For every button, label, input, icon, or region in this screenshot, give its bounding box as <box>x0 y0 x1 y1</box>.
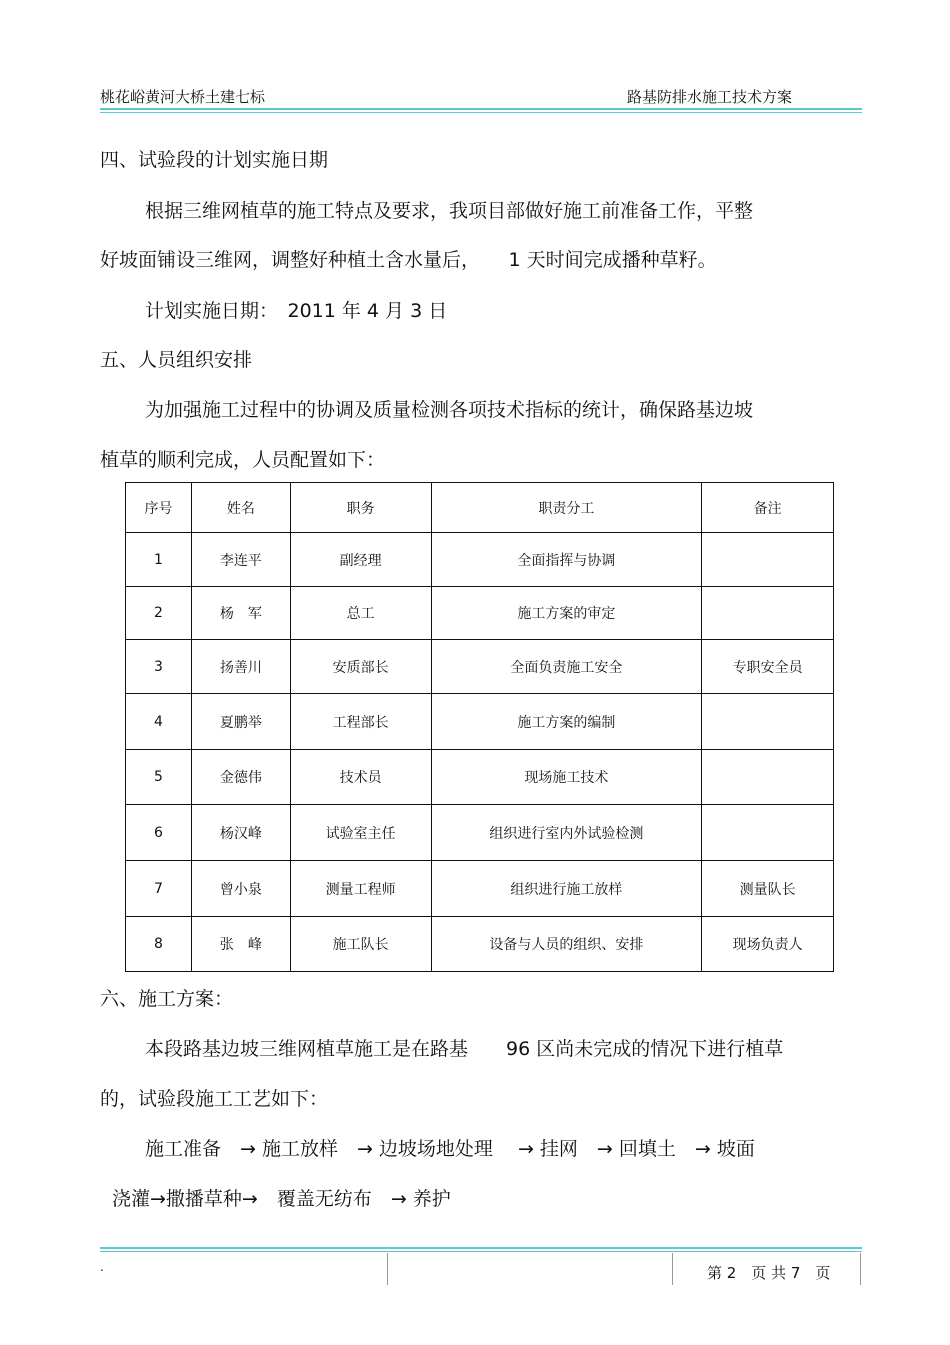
page-number: 第 2 页 共 7 页 <box>707 1264 831 1282</box>
header-cell: 序号 <box>126 483 192 533</box>
table-cell: 4 <box>126 694 192 750</box>
section5-para-line2: 植草的顺利完成，人员配置如下： <box>100 449 386 471</box>
table-cell: 7 <box>126 861 192 917</box>
table-header-row <box>126 483 834 533</box>
table-cell <box>702 533 834 587</box>
table-cell: 3 <box>126 640 192 694</box>
table-cell: 5 <box>126 750 192 805</box>
table-cell: 工程部长 <box>290 694 431 750</box>
table-cell: 全面负责施工安全 <box>431 640 702 694</box>
table-cell: 夏鹏举 <box>191 694 290 750</box>
table-cell: 总工 <box>290 587 431 640</box>
header-cell: 职务 <box>290 483 431 533</box>
table-cell: 扬善川 <box>191 640 290 694</box>
table-cell: 施工方案的编制 <box>431 694 702 750</box>
table-cell: 试验室主任 <box>290 805 431 861</box>
section6-heading: 六、施工方案： <box>100 988 234 1010</box>
table-cell: 设备与人员的组织、安排 <box>431 917 702 972</box>
table-cell: 组织进行施工放样 <box>431 861 702 917</box>
footer-divider <box>672 1253 673 1285</box>
staff-table <box>125 482 834 972</box>
section4-para-line1: 根据三维网植草的施工特点及要求，我项目部做好施工前准备工作，平整 <box>145 200 754 222</box>
table-cell: 杨 军 <box>191 587 290 640</box>
table-cell: 8 <box>126 917 192 972</box>
header-cell: 姓名 <box>191 483 290 533</box>
header-cell: 职责分工 <box>431 483 702 533</box>
table-cell: 现场负责人 <box>702 917 834 972</box>
process-flow-line2: 浇灌→撒播草种→ 覆盖无纺布 → 养护 <box>112 1188 451 1210</box>
table-row <box>126 917 834 972</box>
table-cell: 李连平 <box>191 533 290 587</box>
header-rule-2 <box>100 112 862 113</box>
table-row <box>126 533 834 587</box>
header-cell: 备注 <box>702 483 834 533</box>
section4-date-line: 计划实施日期： 2011 年 4 月 3 日 <box>145 300 448 322</box>
table-cell: 组织进行室内外试验检测 <box>431 805 702 861</box>
header-right: 路基防排水施工技术方案 <box>627 88 793 106</box>
table-cell: 技术员 <box>290 750 431 805</box>
footer-divider <box>860 1253 861 1285</box>
table-row <box>126 640 834 694</box>
table-cell: 测量工程师 <box>290 861 431 917</box>
table-cell: 安质部长 <box>290 640 431 694</box>
table-cell: 杨汉峰 <box>191 805 290 861</box>
process-flow-line1: 施工准备 → 施工放样 → 边坡场地处理 → 挂网 → 回填土 → 坡面 <box>145 1138 755 1160</box>
footer-rule-2 <box>100 1251 862 1252</box>
table-row <box>126 587 834 640</box>
table-cell: 张 峰 <box>191 917 290 972</box>
section4-para-line2: 好坡面铺设三维网，调整好种植土含水量后， 1 天时间完成播种草籽。 <box>100 249 717 271</box>
table-row <box>126 805 834 861</box>
table-row <box>126 861 834 917</box>
table-cell: 1 <box>126 533 192 587</box>
table-cell: 6 <box>126 805 192 861</box>
table-cell: 副经理 <box>290 533 431 587</box>
header-rule <box>100 108 862 110</box>
section6-para-line2: 的，试验段施工工艺如下： <box>100 1088 329 1110</box>
section5-heading: 五、人员组织安排 <box>100 349 253 371</box>
table-cell: 金德伟 <box>191 750 290 805</box>
table-cell: 施工方案的审定 <box>431 587 702 640</box>
header-left: 桃花峪黄河大桥土建七标 <box>100 88 266 106</box>
table-row <box>126 694 834 750</box>
table-cell: 测量队长 <box>702 861 834 917</box>
table-cell <box>702 694 834 750</box>
table-cell: 全面指挥与协调 <box>431 533 702 587</box>
section5-para-line1: 为加强施工过程中的协调及质量检测各项技术指标的统计，确保路基边坡 <box>145 399 754 421</box>
table-cell: 专职安全员 <box>702 640 834 694</box>
footer-rule <box>100 1247 862 1249</box>
footer-mark: . <box>100 1260 104 1274</box>
section6-para-line1: 本段路基边坡三维网植草施工是在路基 96 区尚未完成的情况下进行植草 <box>145 1038 784 1060</box>
section4-heading: 四、试验段的计划实施日期 <box>100 149 329 171</box>
table-cell <box>702 805 834 861</box>
footer-divider <box>387 1253 388 1285</box>
table-cell: 施工队长 <box>290 917 431 972</box>
table-cell: 现场施工技术 <box>431 750 702 805</box>
table-row <box>126 750 834 805</box>
table-cell <box>702 750 834 805</box>
table-cell: 2 <box>126 587 192 640</box>
table-cell: 曾小泉 <box>191 861 290 917</box>
table-cell <box>702 587 834 640</box>
